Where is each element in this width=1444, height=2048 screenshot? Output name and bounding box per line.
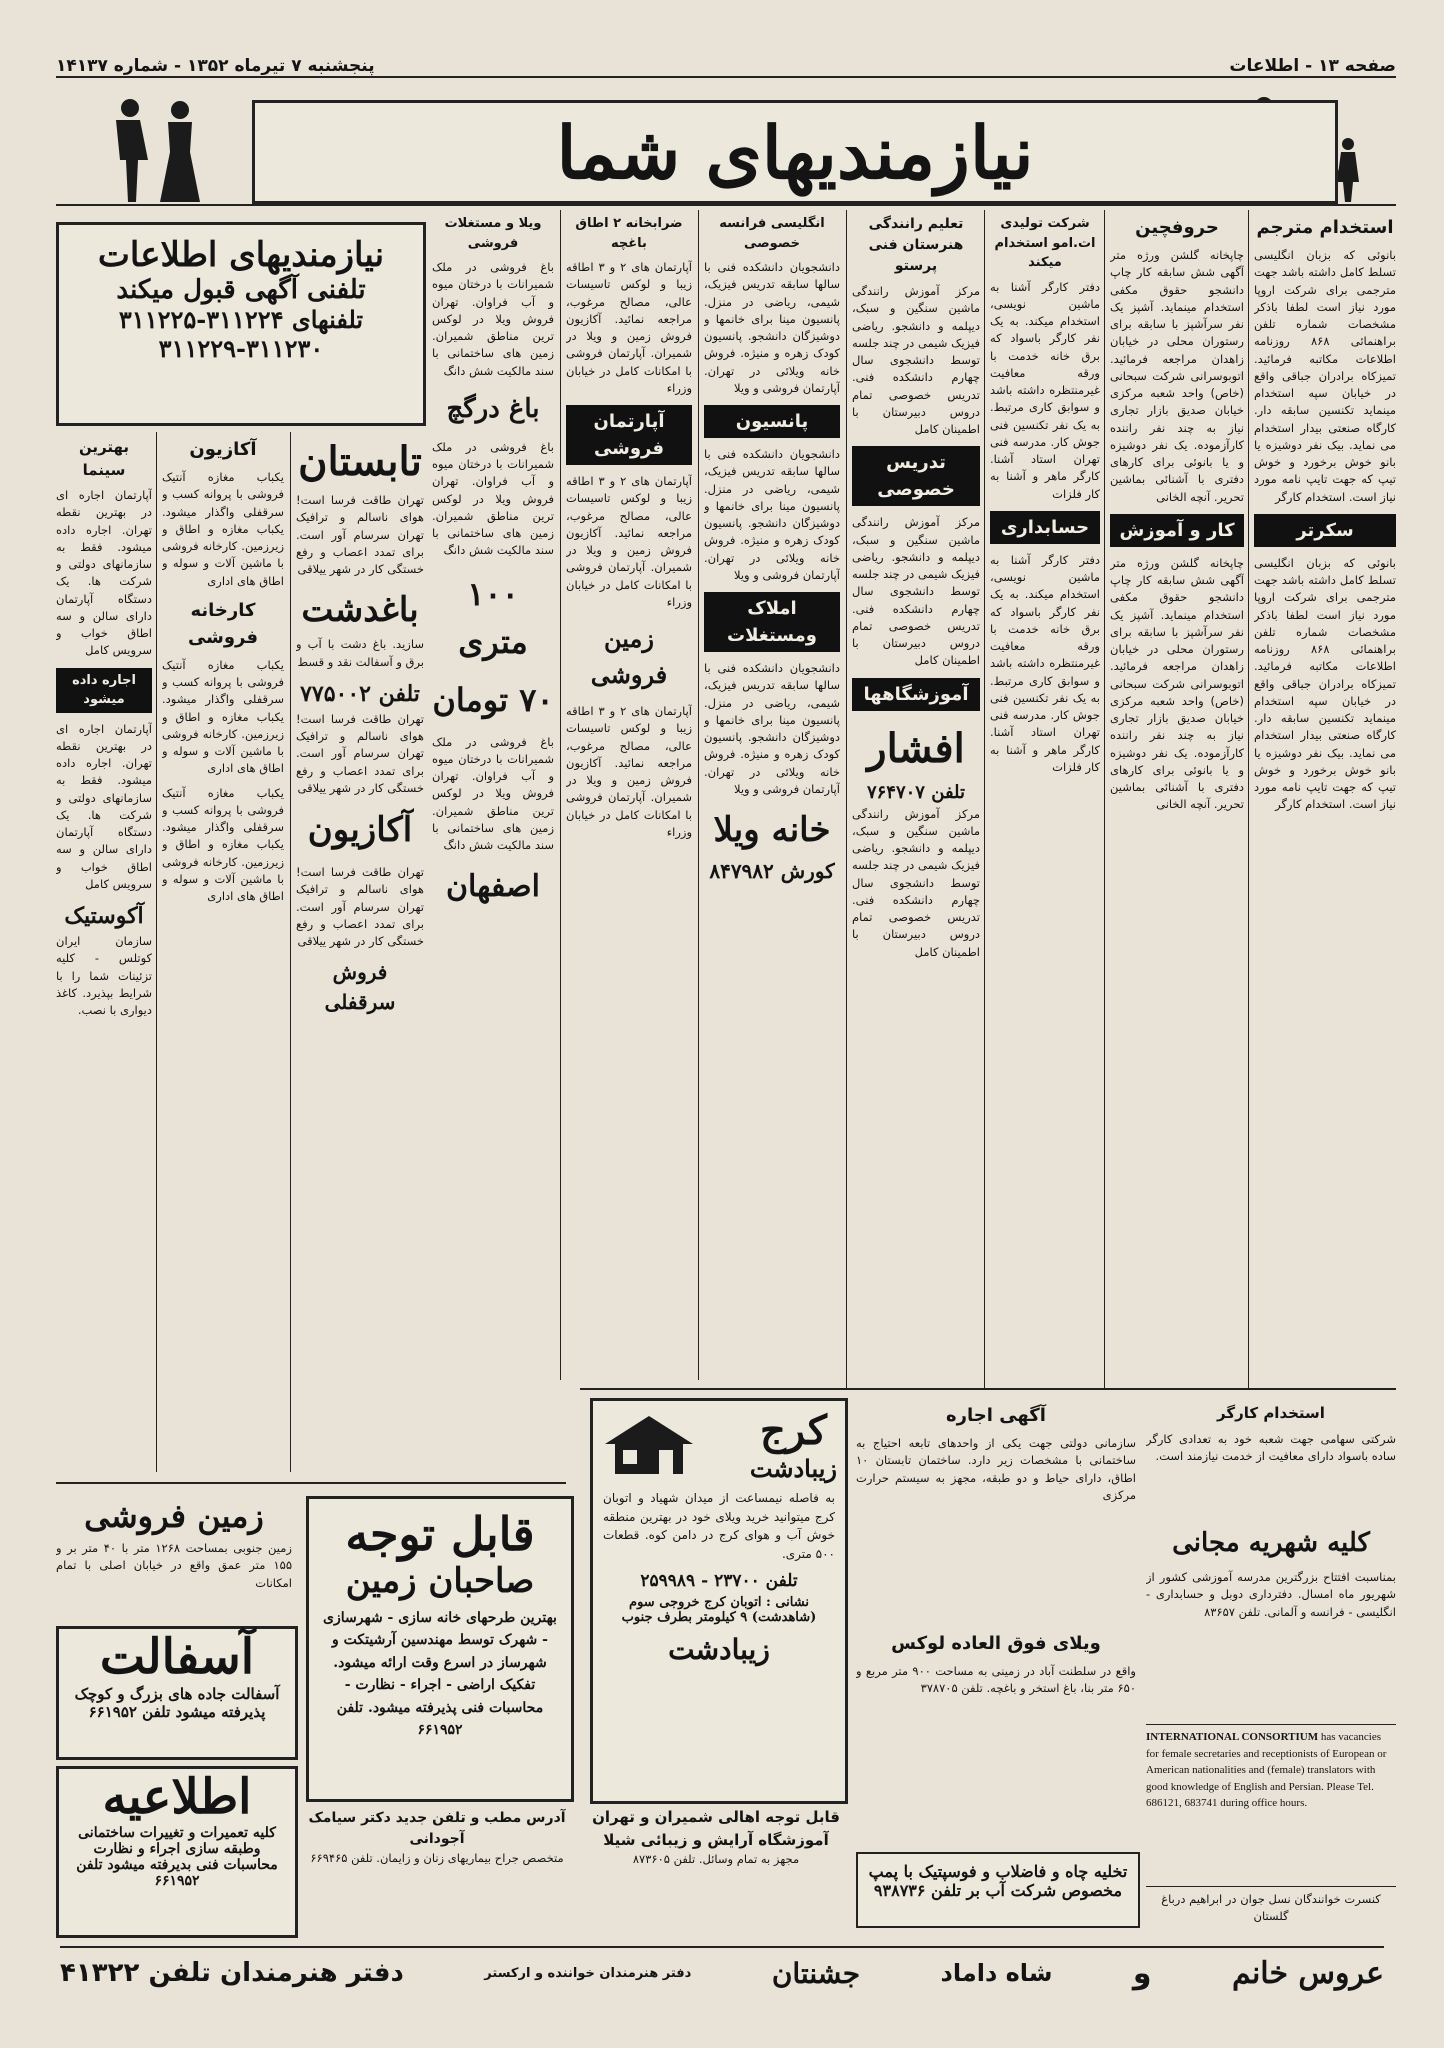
column-4	[852, 210, 980, 1390]
col7-70toman: ۷۰ تومان	[432, 680, 554, 719]
asphalt-ad	[56, 1626, 298, 1760]
col10-heading: بهترین سینما	[78, 438, 130, 479]
issue-date: پنجشنبه ۷ تیرماه ۱۳۵۲ - شماره ۱۴۱۳۷	[56, 56, 375, 76]
free-tuition-title: کلیه شهریه مجانی	[1172, 1528, 1370, 1558]
col7-text-repeat: باغ فروشی در ملک شمیرانات با درختان میوه و آب فراوان. تهران فروش ویلا در لوکس ترین مناطق شمیران. زمین های ساختمانی با سند مالکیت شش دانگ	[432, 439, 554, 558]
column-7	[432, 210, 554, 1380]
col5-bar: پانسیون	[704, 405, 840, 438]
notice-text: کلیه تعمیرات و تغییرات ساختمانی وطبقه سازی اجراء و نظارت محاسبات فنی بدیرفته میشود تلفن ۶۶۱۹۵۲	[76, 1825, 278, 1889]
rental-text: سازمانی دولتی جهت یکی از واحدهای تابعه احتیاج به ساختمانی با مشخصات زیر دارد. ساختمان تابستان ۱۰ اطاق، دارای حیاط و دو طبقه، مجهز به سیستم حرارت مرکزی	[856, 1436, 1136, 1502]
column-rule	[1248, 210, 1249, 1390]
septic-text: تخلیه چاه و فاضلاب و فوسپتیک با پمپ مخصوص شرکت آب بر تلفن ۹۳۸۷۳۶	[868, 1862, 1128, 1900]
classifieds-banner	[252, 100, 1338, 204]
notice-title: اطلاعیه	[102, 1769, 252, 1825]
col9-text: یکباب مغازه آنتیک فروشی با پروانه کسب و سرقفلی واگذار میشود. یکباب مغازه و اطاق و زیرزمین. کارخانه فروشی با ماشین آلات و سوله و اطاق های اداری	[162, 470, 284, 588]
col5-bar2: املاک ومستغلات	[704, 592, 840, 652]
column-2	[1110, 210, 1244, 1390]
shila-title: قابل توجه اهالی شمیران و تهران آموزشگاه آرایش و زیبائی شیلا	[592, 1808, 840, 1849]
col6-zamin: زمین فروشی	[590, 624, 668, 689]
col4-bar: تدریس خصوصی	[852, 446, 980, 506]
col10-text: آپارتمان اجاره ای در بهترین نقطه تهران. اجاره داده میشود. فقط به سازمانهای دولتی و شرکت ها. یک دستگاه آپارتمان دارای سالن و سه اطاق خواب و سرویس کامل	[56, 488, 152, 658]
footer-bride: عروس خانم	[1231, 1955, 1384, 1991]
col5-text-repeat: دانشجویان دانشکده فنی با سالها سابقه تدریس فیزیک، شیمی، ریاضی در منزل. پانسیون مینا برای خانمها و دوشیزگان دانشجو. پانسیون کودک زهره و منیژه. فروش خانه ویلائی در تهران. آپارتمان فروشی و ویلا	[704, 447, 840, 582]
bottom-rule-left	[56, 1482, 566, 1484]
col3-text: دفتر کارگر آشنا به ماشین نویسی، استخدام میکند. به یک نفر کارگر باسواد که برق خانه خدمت با ورقه معافیت غیرمنتظره داشته باشد و سوابق کاری مرتبط. به یک نفر تکنسین فنی جوش کار. مدرسه فنی تهران استاد آشنا. کارگر ماهر و آشنا به کار فلزات	[990, 279, 1100, 501]
col7-100m: ۱۰۰ متری	[458, 574, 528, 661]
footer-and: و	[1132, 1955, 1152, 1991]
column-6	[566, 210, 692, 1380]
footer-phone: دفتر هنرمندان تلفن ۴۱۳۲۲	[60, 1958, 404, 1988]
wedding-footer	[60, 1946, 1384, 1998]
page-number: صفحه ۱۳ - اطلاعات	[1229, 56, 1396, 76]
col6-heading: ضرابخانه ۲ اطاق باغچه	[575, 216, 683, 251]
concert-text: کنسرت خوانندگان نسل جوان در ابراهیم درباغ گلستان	[1161, 1892, 1381, 1924]
doctor-ad	[306, 1808, 568, 1928]
footer-celebration: جشنتان	[771, 1956, 861, 1990]
col10-acoustic: آکوستیک	[64, 903, 144, 929]
zamin-foroushi-ad	[56, 1492, 292, 1612]
col1-heading: استخدام مترجم	[1256, 217, 1394, 238]
rental-title: آگهی اجاره	[946, 1405, 1046, 1426]
karaj-ad	[590, 1398, 848, 1804]
col8-phone: تلفن ۷۷۵۰۰۲	[300, 680, 420, 707]
col9-factory: کارخانه فروشی	[187, 599, 259, 648]
col5-villa: خانه ویلا	[713, 810, 831, 850]
col8-text: تهران طاقت فرسا است! هوای ناسالم و ترافیک تهران سرسام آور است. برای تمدد اعصاب و رفع خستگی کار در شهر ییلاقی	[296, 493, 424, 576]
column-rule	[846, 210, 847, 1390]
landowners-subtitle: صاحبان زمین	[345, 1561, 535, 1601]
zamin-text: زمین جنوبی بمساحت ۱۲۶۸ متر با ۴۰ متر بر و ۱۵۵ متر عمق واقع در خیابان اصلی با تمام امکانات	[56, 1541, 292, 1590]
col6-text: آپارتمان های ۲ و ۳ اطاقه زیبا و لوکس تاسیسات عالی، مصالح مرغوب، مراجعه نمائید. آکازیون فروش زمین و ویلا در شمیران. آپارتمان فروشی با امکانات کامل در خیابان وزراء	[566, 260, 692, 395]
landowners-title: قابل توجه	[345, 1507, 535, 1561]
landowners-ad	[306, 1496, 574, 1802]
notice-ad	[56, 1766, 298, 1938]
col9-text-more: یکباب مغازه آنتیک فروشی با پروانه کسب و سرقفلی واگذار میشود. یکباب مغازه و اطاق و زیرزمین. کارخانه فروشی با ماشین آلات و سوله و اطاق های اداری	[162, 785, 284, 903]
international-consortium-ad	[1146, 1724, 1396, 1879]
column-rule	[290, 432, 291, 1472]
col10-text2: سازمان ایران کوتلس - کلیه تزئینات شما را با شرایط بپذیرد. کاغذ دیواری با نصب.	[56, 934, 152, 1017]
ads-box-title: نیازمندیهای اطلاعات	[97, 235, 385, 275]
villa-title: ویلای فوق العاده لوکس	[891, 1633, 1101, 1654]
col5-text-more: دانشجویان دانشکده فنی با سالها سابقه تدریس فیزیک، شیمی، ریاضی در منزل. پانسیون مینا برای خانمها و دوشیزگان دانشجو. پانسیون کودک زهره و منیژه. فروش خانه ویلائی در تهران. آپارتمان فروشی و ویلا	[704, 661, 840, 796]
col6-text-repeat: آپارتمان های ۲ و ۳ اطاقه زیبا و لوکس تاسیسات عالی، مصالح مرغوب، مراجعه نمائید. آکازیون فروش زمین و ویلا در شمیران. آپارتمان فروشی با امکانات کامل در خیابان وزراء	[566, 474, 692, 609]
couple-silhouette-icon	[80, 92, 230, 204]
col8-baghdasht: باغدشت	[301, 590, 419, 631]
doctor-text: متخصص جراح بیماریهای زنان و زایمان. تلفن ۶۶۹۴۶۵	[310, 1851, 564, 1865]
ads-box-line2: تلفنی آگهی قبول میکند	[116, 275, 366, 305]
column-rule	[984, 210, 985, 1390]
footer-groom: شاه داماد	[940, 1959, 1053, 1987]
shila-ad	[590, 1806, 842, 1926]
column-3	[990, 210, 1100, 1390]
karaj-text: به فاصله نیمساعت از میدان شهیاد و اتوبان کرج میتوانید خرید ویلای خود در بهترین منطقه خوش آب و هوای کرج در دامن کوه. قطعات ۵۰۰ متری.	[603, 1491, 835, 1561]
column-rule	[698, 210, 699, 1380]
col10-bar: اجاره داده میشود	[56, 668, 152, 713]
col8-text-repeat: تهران طاقت فرسا است! هوای ناسالم و ترافیک تهران سرسام آور است. برای تمدد اعصاب و رفع خستگی کار در شهر ییلاقی	[296, 711, 424, 795]
col7-esfahan: اصفهان	[446, 869, 540, 905]
col6-bar: آپارتمان فروشی	[566, 405, 692, 465]
column-1	[1254, 210, 1396, 1390]
col7-text: باغ فروشی در ملک شمیرانات با درختان میوه و آب فراوان. تهران فروش ویلا در لوکس ترین مناطق شمیران. زمین های ساختمانی با سند مالکیت شش دانگ	[432, 260, 554, 378]
col3-heading: شرکت تولیدی ات.امو استخدام میکند	[994, 216, 1096, 270]
intl-title: INTERNATIONAL CONSORTIUM	[1146, 1731, 1319, 1743]
bottom-rule-right	[580, 1388, 1396, 1390]
col1-text-repeat: بانوئی که بزبان انگلیسی تسلط کامل داشته باشد جهت مترجمی برای شرکت اروپا مورد نیاز است لطفا باذکر مشخصات شماره تلفن براهنمائی ۸۶۸ روزنامه اطلاعات مکاتبه فرمائید. تمیزکاه برادران جباقی واقع در خیابان سپه استخدام مینماید تکنسین سابقه دار. کارگاه صنعتی بیدار استخدام می نماید. بیک نفر دوشیزه یا بانو خوش برخورد و خوش تیپ که جهت تایپ نامه مورد نیاز است. استخدام کارگر	[1254, 555, 1396, 812]
house-logo-icon	[601, 1410, 697, 1480]
col8-text-more: تهران طاقت فرسا است! هوای ناسالم و ترافیک تهران سرسام آور است. برای تمدد اعصاب و رفع خستگی کار در شهر ییلاقی	[296, 865, 424, 948]
col5-phone: کورش ۸۴۷۹۸۲	[709, 859, 835, 883]
col3-text-repeat: دفتر کارگر آشنا به ماشین نویسی، استخدام میکند. به یک نفر کارگر باسواد که برق خانه خدمت با ورقه معافیت غیرمنتظره داشته باشد و سوابق کاری مرتبط. به یک نفر تکنسین فنی جوش کار. مدرسه فنی تهران استاد آشنا. کارگر ماهر و آشنا به کار فلزات	[990, 552, 1100, 774]
col4-text-repeat: مرکز آموزش رانندگی ماشین سنگین و سبک، دیپلمه و دانشجو. ریاضی فیزیک شیمی در چند جلسه توسط دانشجوی سال چهارم دانشکده فنی. تدریس خصوصی تمام دروس دبیرستان با اطمینان کامل	[852, 515, 980, 668]
col8-sarghofli: فروش سرقفلی	[324, 960, 396, 1015]
shila-text: مجهز به تمام وسائل. تلفن ۸۷۳۶۰۵	[632, 1852, 800, 1866]
col2-heading: حروفچین	[1135, 217, 1219, 238]
col4-text: مرکز آموزش رانندگی ماشین سنگین و سبک، دیپلمه و دانشجو. ریاضی فیزیک شیمی در چند جلسه توسط دانشجوی سال چهارم دانشکده فنی. تدریس خصوصی تمام دروس دبیرستان با اطمینان کامل	[852, 284, 980, 436]
col8-occasion: آکازیون	[307, 810, 413, 850]
col2-text: چاپخانه گلشن ورژه متر آگهی شش سابقه کار چاپ دانشجو حقوق مکفی استخدام مینماید. آشپز یک نفر سرآشپز با سابقه برای رستوران محلی در خیابان زاهدان مراجعه فرمائید. اتوبوسرانی شرکت سبحانی (خاص) واحد شعبه مرکزی خیابان صدیق بازار تجاری نیاز به چند نفر راننده کارآزموده. یک نفر دوشیزه و یا بانوئی برای کارهای دفتری با آشنائی بماشین تحریر. آنچه الخانی	[1110, 248, 1244, 504]
col4-heading: تعلیم رانندگی هنرستان فنی پرستو	[868, 216, 964, 274]
concert-ad	[1146, 1886, 1396, 1935]
banner-title: نیازمندیهای شما	[556, 109, 1034, 195]
employment-text: شرکتی سهامی جهت شعبه خود به تعدادی کارگر ساده باسواد دارای معافیت از خدمت نیازمند است.	[1146, 1431, 1396, 1463]
karaj-bottom-title: زیبادشت	[668, 1633, 770, 1667]
col8-text2: سازید. باغ دشت با آب و برق و آسفالت نقد و قسط	[296, 637, 424, 669]
col7-text-more: باغ فروشی در ملک شمیرانات با درختان میوه و آب فراوان. تهران فروش ویلا در لوکس ترین مناطق شمیران. زمین های ساختمانی با سند مالکیت شش دانگ	[432, 734, 554, 852]
col1-text: بانوئی که بزبان انگلیسی تسلط کامل داشته باشد جهت مترجمی برای شرکت اروپا مورد نیاز است لطفا باذکر مشخصات شماره تلفن براهنمائی ۸۶۸ روزنامه اطلاعات مکاتبه فرمائید. تمیزکاه برادران جباقی واقع در خیابان سپه استخدام مینماید تکنسین سابقه دار. کارگاه صنعتی بیدار استخدام می نماید. بیک نفر دوشیزه یا بانو خوش برخورد و خوش تیپ که جهت تایپ نامه مورد نیاز است. استخدام کارگر	[1254, 248, 1396, 504]
col2-bar: کار و آموزش	[1110, 514, 1244, 547]
col8-tabestan: تابستان	[298, 438, 422, 485]
landowners-text: بهترین طرحهای خانه سازی - شهرسازی - شهرک توسط مهندسین آرشیتکت و شهرساز در اسرع وقت ارائه میشود. تفکیک اراضی - اجراء - نظارت - محاسبات فنی پذیرفته میشود. تلفن ۶۶۱۹۵۲	[323, 1610, 557, 1738]
rental-ad	[856, 1398, 1136, 1548]
intl-text: has vacancies for female secretaries and receptionists of European or American nationalities and (female) translators with good knowledge of English and Persian. Please Tel. 686121, 683741 during office hours.	[1146, 1731, 1387, 1809]
zamin-title: زمین فروشی	[84, 1497, 264, 1535]
free-tuition-ad	[1146, 1524, 1396, 1714]
banner-rule	[56, 204, 1396, 206]
karaj-title: کرج	[759, 1407, 827, 1454]
free-tuition-text: بمناسبت افتتاح بزرگترین مدرسه آموزشی کشور از شهریور ماه امسال. دفترداری دوبل و حسابداری - انگلیسی - فرانسه و آلمانی. تلفن ۸۳۶۵۷	[1146, 1570, 1396, 1619]
column-rule	[560, 210, 561, 1380]
col5-text: دانشجویان دانشکده فنی با سالها سابقه تدریس فیزیک، شیمی، ریاضی در منزل. پانسیون مینا برای خانمها و دوشیزگان دانشجو. پانسیون کودک زهره و منیژه. فروش خانه ویلائی در تهران. آپارتمان فروشی و ویلا	[704, 260, 840, 395]
karaj-phone: تلفن ۲۳۷۰۰ - ۲۵۹۹۸۹	[640, 1571, 798, 1592]
col7-heading: ویلا و مستغلات فروشی	[444, 216, 542, 251]
col7-bagh: باغ درگچ	[446, 393, 540, 424]
col9-text-repeat: یکباب مغازه آنتیک فروشی با پروانه کسب و سرقفلی واگذار میشود. یکباب مغازه و اطاق و زیرزمین. کارخانه فروشی با ماشین آلات و سوله و اطاق های اداری	[162, 657, 284, 776]
column-8	[296, 432, 424, 1482]
col5-heading: انگلیسی فرانسه خصوصی	[719, 216, 825, 251]
employment-title: استخدام کارگر	[1217, 1404, 1325, 1422]
col6-text-more: آپارتمان های ۲ و ۳ اطاقه زیبا و لوکس تاسیسات عالی، مصالح مرغوب، مراجعه نمائید. آکازیون فروش زمین و ویلا در شمیران. آپارتمان فروشی با امکانات کامل در خیابان وزراء	[566, 704, 692, 839]
villa-ad	[856, 1626, 1136, 1836]
col2-text-repeat: چاپخانه گلشن ورژه متر آگهی شش سابقه کار چاپ دانشجو حقوق مکفی استخدام مینماید. آشپز یک نفر سرآشپز با سابقه برای رستوران محلی در خیابان زاهدان مراجعه فرمائید. اتوبوسرانی شرکت سبحانی (خاص) واحد شعبه مرکزی خیابان صدیق بازار تجاری نیاز به چند نفر راننده کارآزموده. یک نفر دوشیزه و یا بانوئی برای کارهای دفتری با آشنائی بماشین تحریر. آنچه الخانی	[1110, 555, 1244, 812]
column-9	[162, 432, 284, 1482]
ads-contact-box	[56, 222, 426, 426]
asphalt-text: آسفالت جاده های بزرگ و کوچک پذیرفته میشود تلفن ۶۶۱۹۵۲	[74, 1685, 280, 1721]
column-5	[704, 210, 840, 1380]
col3-bar: حسابداری	[990, 511, 1100, 544]
col4-afshar: افشار	[867, 724, 965, 772]
column-10	[56, 432, 152, 1482]
employment-ad	[1146, 1398, 1396, 1518]
col10-text-repeat: آپارتمان اجاره ای در بهترین نقطه تهران. اجاره داده میشود. فقط به سازمانهای دولتی و شرکت ها. یک دستگاه آپارتمان دارای سالن و سه اطاق خواب و سرویس کامل	[56, 721, 152, 891]
ads-box-phones: تلفنهای ۳۱۱۲۲۴-۳۱۱۲۲۵	[118, 305, 364, 334]
col4-bar2: آموزشگاهها	[852, 678, 980, 711]
col9-heading: آکازیون	[189, 439, 257, 460]
villa-text: واقع در سلطنت آباد در زمینی به مساحت ۹۰۰ متر مربع و ۶۵۰ متر بنا، باغ استخر و باغچه. تلفن ۳۷۸۷۰۵	[856, 1664, 1136, 1696]
ads-box-phones2: ۳۱۱۲۲۹-۳۱۱۲۳۰	[158, 334, 324, 363]
doctor-title: آدرس مطب و تلفن جدید دکتر سیامک آجودانی	[308, 1810, 566, 1847]
col4-text-more: مرکز آموزش رانندگی ماشین سنگین و سبک، دیپلمه و دانشجو. ریاضی فیزیک شیمی در چند جلسه توسط دانشجوی سال چهارم دانشکده فنی. تدریس خصوصی تمام دروس دبیرستان با اطمینان کامل	[852, 806, 980, 959]
col4-phone: تلفن ۷۶۴۷۰۷	[866, 781, 966, 803]
column-rule	[1104, 210, 1105, 1390]
footer-small: دفتر هنرمندان خواننده و ارکستر	[484, 1965, 692, 1981]
karaj-zibadasht: زیبادشت	[749, 1454, 837, 1483]
col1-bar: سکرتر	[1254, 514, 1396, 547]
column-rule	[156, 432, 157, 1472]
page-header	[56, 48, 1396, 78]
septic-ad	[856, 1852, 1140, 1928]
asphalt-title: آسفالت	[99, 1629, 255, 1685]
karaj-address: نشانی : اتوبان کرج خروجی سوم (شاهدشت) ۹ کیلومتر بطرف جنوب	[621, 1595, 817, 1626]
